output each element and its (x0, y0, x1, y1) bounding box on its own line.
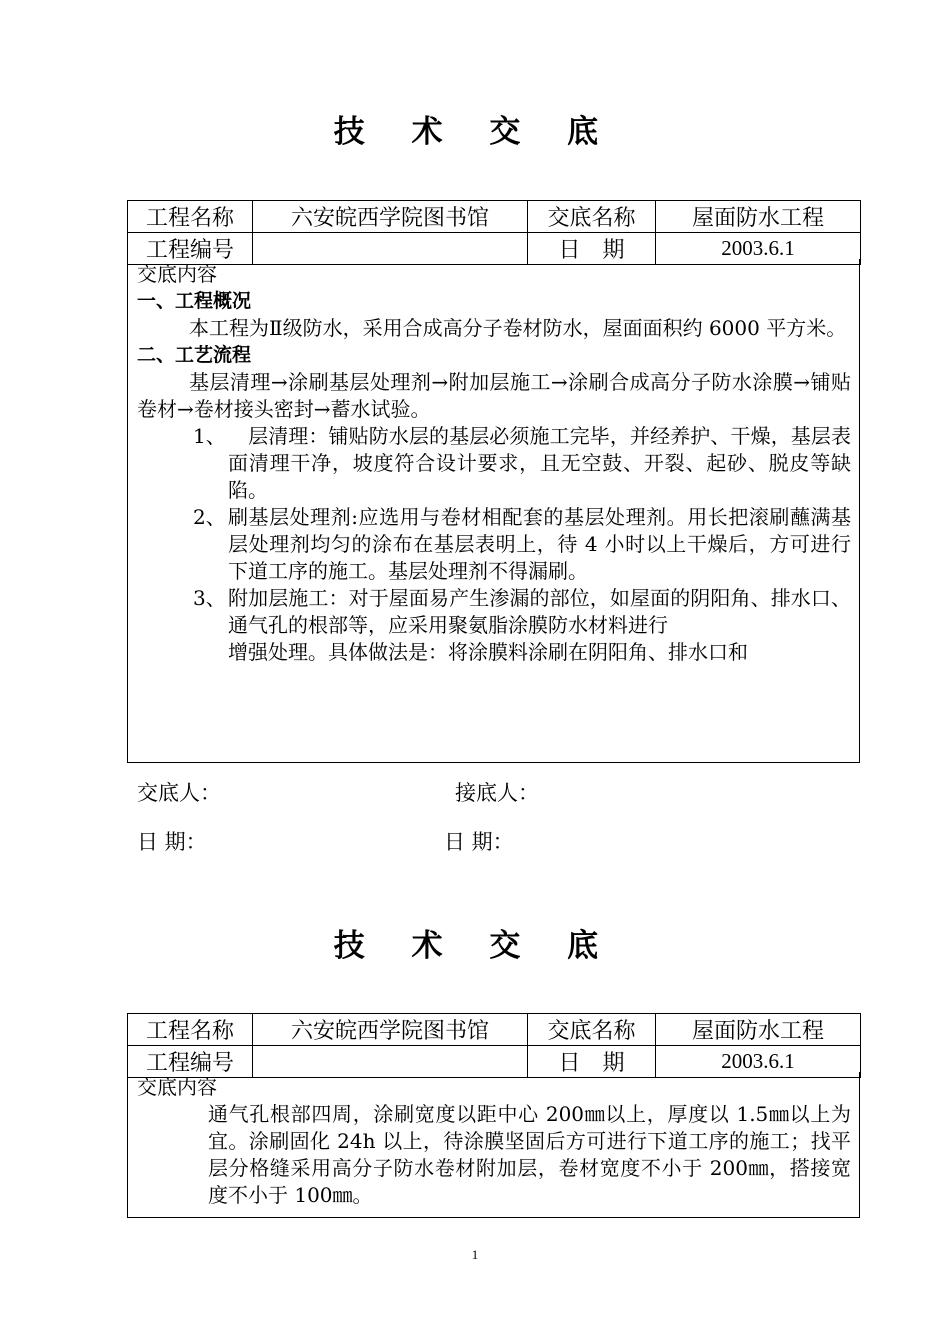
date-label: 日 期 (528, 1046, 656, 1078)
project-name-label: 工程名称 (128, 1014, 253, 1046)
list-item-number: 2、 (193, 505, 226, 529)
project-name-value: 六安皖西学院图书馆 (253, 201, 528, 233)
section-text: 本工程为Ⅱ级防水，采用合成高分子卷材防水，屋面面积约 6000 平方米。 (189, 316, 847, 340)
document-title: 技 术 交 底 (333, 114, 617, 150)
disclosure-name-label: 交底名称 (528, 1014, 656, 1046)
sign-date-label: 日 期： (137, 830, 207, 854)
disclosure-name-label: 交底名称 (528, 201, 656, 233)
section-title: 一、工程概况 (137, 290, 252, 312)
disclosure-name-value: 屋面防水工程 (656, 1014, 861, 1046)
list-item-text: 附加层施工：对于屋面易产生渗漏的部位，如屋面的阴阳角、排水口、通气孔的根部等，应采用聚氨脂涂膜防水材料进行 (228, 586, 851, 637)
date-value: 2003.6.1 (656, 233, 861, 265)
list-item (137, 585, 851, 639)
project-no-label: 工程编号 (128, 1046, 253, 1078)
document-title: 技 术 交 底 (333, 928, 617, 964)
list-item (137, 423, 851, 504)
date-value: 2003.6.1 (656, 1046, 861, 1078)
list-item-text: 刷基层处理剂:应选用与卷材相配套的基层处理剂。用长把滚刷蘸满基层处理剂均匀的涂布在基层表明上，待 4 小时以上干燥后，方可进行下道工序的施工。基层处理剂不得漏刷。 (228, 505, 851, 583)
date-label: 日 期 (528, 233, 656, 265)
project-name-label: 工程名称 (128, 201, 253, 233)
sign-date-label: 日 期： (444, 830, 514, 854)
list-item (137, 504, 851, 585)
list-item-number: 1、 (193, 424, 226, 448)
project-name-value: 六安皖西学院图书馆 (253, 1014, 528, 1046)
section-title: 二、工艺流程 (137, 344, 252, 366)
content-box (127, 1072, 860, 1218)
continuation-text: 通气孔根部四周，涂刷宽度以距中心 200㎜以上，厚度以 1.5㎜以上为宜。涂刷固化 24h 以上，待涂膜坚固后方可进行下道工序的施工；找平层分格缝采用高分子防水卷材附加层，卷材宽度不小于 200㎜，搭接宽度不小于 100㎜。 (208, 1102, 851, 1207)
receiver-label: 接底人： (455, 781, 539, 805)
list-item-number: 3、 (193, 586, 226, 610)
disclosure-name-value: 屋面防水工程 (656, 201, 861, 233)
content-label: 交底内容 (137, 1075, 217, 1099)
content-box (127, 259, 860, 763)
header-table (127, 1013, 861, 1078)
header-table (127, 200, 861, 265)
page-number: 1 (471, 1247, 479, 1262)
project-no-label: 工程编号 (128, 233, 253, 265)
section-text: 基层清理→涂刷基层处理剂→附加层施工→涂刷合成高分子防水涂膜→铺贴卷材→卷材接头密封→蓄水试验。 (137, 370, 851, 421)
list-item-text: 层清理：铺贴防水层的基层必须施工完毕，并经养护、干燥，基层表面清理干净，坡度符合设计要求，且无空鼓、开裂、起砂、脱皮等缺陷。 (228, 424, 851, 502)
content-label: 交底内容 (137, 262, 217, 286)
discloser-label: 交底人： (137, 781, 221, 805)
continuation-text: 增强处理。具体做法是：将涂膜料涂刷在阴阳角、排水口和 (228, 640, 748, 664)
